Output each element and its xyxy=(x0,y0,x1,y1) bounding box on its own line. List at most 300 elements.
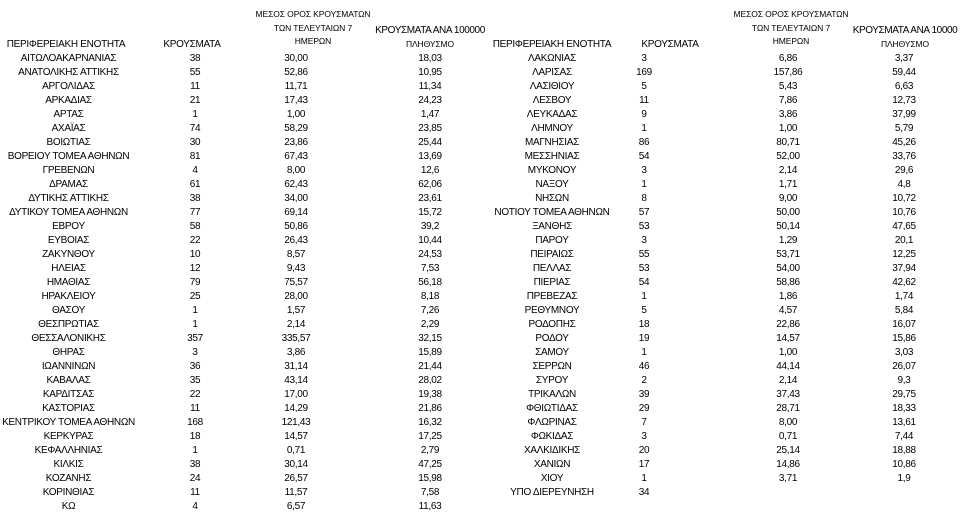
cases-cell: 38 xyxy=(189,53,201,64)
region-cell: ΣΥΡΟΥ xyxy=(535,375,569,386)
cases-cell: 1 xyxy=(641,123,647,134)
table-row xyxy=(480,192,960,206)
per-capita-cell: 32,15 xyxy=(418,333,442,344)
per-capita-cell: 17,25 xyxy=(418,431,442,442)
region-cell: ΦΛΩΡΙΝΑΣ xyxy=(527,417,577,428)
table-row xyxy=(480,66,960,80)
per-capita-cell: 24,23 xyxy=(418,95,442,106)
table-row xyxy=(480,444,960,458)
mean-7d-cell: 6,86 xyxy=(778,53,798,64)
mean-7d-cell: 69,14 xyxy=(284,207,308,218)
table-row xyxy=(0,346,480,360)
mean-7d-cell: 11,71 xyxy=(284,81,308,92)
cases-cell: 30 xyxy=(189,137,201,148)
table-row xyxy=(480,164,960,178)
region-cell: ΚΑΡΔΙΤΣΑΣ xyxy=(42,389,95,400)
cases-cell: 1 xyxy=(192,109,198,120)
table-row xyxy=(480,402,960,416)
per-capita-cell: 1,47 xyxy=(420,109,440,120)
per-capita-cell: 7,58 xyxy=(420,487,440,498)
mean-7d-cell: 1,57 xyxy=(286,305,306,316)
table-row xyxy=(0,52,480,66)
mean-7d-cell: 121,43 xyxy=(281,417,311,428)
cases-cell: 55 xyxy=(638,249,650,260)
cases-cell: 79 xyxy=(189,277,201,288)
per-capita-cell: 10,72 xyxy=(892,193,916,204)
per-capita-cell: 9,3 xyxy=(897,375,911,386)
region-cell: ΡΕΘΥΜΝΟΥ xyxy=(524,305,580,316)
per-capita-cell: 1,74 xyxy=(894,291,914,302)
per-capita-cell: 12,73 xyxy=(892,95,916,106)
table-row xyxy=(480,234,960,248)
left-header-mean-7d-line1: ΜΕΣΟΣ ΟΡΟΣ ΚΡΟΥΣΜΑΤΩΝ xyxy=(255,9,371,19)
region-cell: ΥΠΟ ΔΙΕΡΕΥΝΗΣΗ xyxy=(510,487,594,498)
mean-7d-cell: 54,00 xyxy=(776,263,800,274)
region-cell: ΘΕΣΣΑΛΟΝΙΚΗΣ xyxy=(31,333,106,344)
table-row xyxy=(480,220,960,234)
per-capita-cell: 42,62 xyxy=(892,277,916,288)
mean-7d-cell: 1,86 xyxy=(778,291,798,302)
region-cell: ΝΑΞΟΥ xyxy=(535,179,569,190)
mean-7d-cell: 7,86 xyxy=(778,95,798,106)
table-row xyxy=(0,304,480,318)
per-capita-cell: 10,95 xyxy=(418,67,442,78)
cases-cell: 9 xyxy=(641,109,647,120)
per-capita-cell: 21,86 xyxy=(418,403,442,414)
table-row xyxy=(0,122,480,136)
region-cell: ΗΛΕΙΑΣ xyxy=(51,263,86,274)
region-cell: ΚΕΡΚΥΡΑΣ xyxy=(43,431,94,442)
region-cell: ΚΕΝΤΡΙΚΟΥ ΤΟΜΕΑ ΑΘΗΝΩΝ xyxy=(2,417,135,428)
mean-7d-cell: 335,57 xyxy=(281,333,311,344)
cases-cell: 1 xyxy=(192,319,198,330)
mean-7d-cell: 1,00 xyxy=(778,123,798,134)
per-capita-cell: 29,6 xyxy=(894,165,914,176)
region-cell: ΑΙΤΩΛΟΑΚΑΡΝΑΝΙΑΣ xyxy=(20,53,117,64)
cases-cell: 11 xyxy=(639,95,649,106)
region-cell: ΦΘΙΩΤΙΔΑΣ xyxy=(526,403,578,414)
mean-7d-cell: 26,57 xyxy=(284,473,308,484)
per-capita-cell: 23,85 xyxy=(418,123,442,134)
table-row xyxy=(480,108,960,122)
table-row xyxy=(480,52,960,66)
per-capita-cell: 59,44 xyxy=(892,67,916,78)
region-cell: ΛΑΚΩΝΙΑΣ xyxy=(528,53,576,64)
mean-7d-cell: 5,43 xyxy=(778,81,798,92)
cases-cell: 38 xyxy=(189,193,201,204)
cases-cell: 3 xyxy=(641,165,647,176)
region-cell: ΠΡΕΒΕΖΑΣ xyxy=(526,291,578,302)
mean-7d-cell: 3,71 xyxy=(778,473,798,484)
mean-7d-cell: 22,86 xyxy=(776,319,800,330)
right-header-mean-7d-line1: ΜΕΣΟΣ ΟΡΟΣ ΚΡΟΥΣΜΑΤΩΝ xyxy=(733,9,849,19)
region-cell: ΚΙΛΚΙΣ xyxy=(53,459,84,470)
table-row xyxy=(480,374,960,388)
cases-cell: 8 xyxy=(641,193,647,204)
table-row xyxy=(0,164,480,178)
table-row xyxy=(0,262,480,276)
cases-cell: 11 xyxy=(190,403,200,414)
cases-cell: 2 xyxy=(641,375,647,386)
region-cell: ΚΑΣΤΟΡΙΑΣ xyxy=(42,403,95,414)
mean-7d-cell: 28,00 xyxy=(284,291,308,302)
table-row xyxy=(0,374,480,388)
cases-cell: 55 xyxy=(189,67,201,78)
per-capita-cell: 19,38 xyxy=(418,389,442,400)
cases-cell: 21 xyxy=(189,95,201,106)
left-table-body xyxy=(0,52,480,514)
right-header-mean-7d-line3: ΗΜΕΡΩΝ xyxy=(772,36,810,46)
region-cell: ΧΑΛΚΙΔΙΚΗΣ xyxy=(524,445,580,456)
mean-7d-cell: 1,00 xyxy=(778,347,798,358)
per-capita-cell: 6,63 xyxy=(894,81,914,92)
region-cell: ΕΒΡΟΥ xyxy=(52,221,85,232)
cases-cell: 38 xyxy=(189,459,201,470)
cases-cell: 46 xyxy=(638,361,650,372)
region-cell: ΠΑΡΟΥ xyxy=(535,235,569,246)
right-header-mean-7d-line2: ΤΩΝ ΤΕΛΕΥΤΑΙΩΝ 7 xyxy=(751,22,831,33)
table-row xyxy=(0,430,480,444)
mean-7d-cell: 9,00 xyxy=(778,193,798,204)
table-row xyxy=(0,248,480,262)
region-cell: ΝΗΣΩΝ xyxy=(535,193,569,204)
cases-cell: 1 xyxy=(641,347,647,358)
mean-7d-cell: 6,57 xyxy=(286,501,306,512)
region-cell: ΝΟΤΙΟΥ ΤΟΜΕΑ ΑΘΗΝΩΝ xyxy=(494,207,610,218)
mean-7d-cell: 8,00 xyxy=(286,165,306,176)
per-capita-cell: 15,72 xyxy=(418,207,442,218)
table-row xyxy=(0,108,480,122)
region-cell: ΘΗΡΑΣ xyxy=(52,347,85,358)
table-row xyxy=(0,388,480,402)
table-row xyxy=(480,458,960,472)
per-capita-cell: 24,53 xyxy=(418,249,442,260)
table-row xyxy=(480,486,960,500)
right-header-mean-7d xyxy=(732,8,850,49)
table-row xyxy=(0,500,480,514)
region-cell: ΧΙΟΥ xyxy=(540,473,564,484)
per-capita-cell: 39,2 xyxy=(420,221,440,232)
per-capita-cell: 5,84 xyxy=(894,305,914,316)
mean-7d-cell: 4,57 xyxy=(778,305,798,316)
table-row xyxy=(480,430,960,444)
per-capita-cell: 10,44 xyxy=(418,235,442,246)
region-cell: ΡΟΔΟΠΗΣ xyxy=(528,319,576,330)
cases-cell: 1 xyxy=(192,305,198,316)
region-cell: ΛΕΥΚΑΔΑΣ xyxy=(526,109,578,120)
region-cell: ΜΕΣΣΗΝΙΑΣ xyxy=(524,151,580,162)
per-capita-cell: 10,86 xyxy=(892,459,916,470)
left-header-cases: ΚΡΟΥΣΜΑΤΑ xyxy=(163,39,221,50)
table-row xyxy=(480,318,960,332)
per-capita-cell: 11,34 xyxy=(418,81,442,92)
mean-7d-cell: 14,57 xyxy=(284,431,308,442)
per-capita-cell: 28,02 xyxy=(418,375,442,386)
region-cell: ΕΥΒΟΙΑΣ xyxy=(47,235,90,246)
mean-7d-cell: 80,71 xyxy=(776,137,800,148)
table-row xyxy=(0,220,480,234)
table-row xyxy=(480,332,960,346)
cases-cell: 24 xyxy=(189,473,201,484)
region-cell: ΛΑΡΙΣΑΣ xyxy=(532,67,572,78)
cases-cell: 12 xyxy=(189,263,201,274)
right-header-per-capita xyxy=(850,24,960,51)
mean-7d-cell: 25,14 xyxy=(776,445,800,456)
cases-cell: 17 xyxy=(638,459,650,470)
per-capita-cell: 26,07 xyxy=(892,361,916,372)
table-row xyxy=(480,80,960,94)
region-cell: ΠΕΙΡΑΙΩΣ xyxy=(530,249,574,260)
cases-cell: 25 xyxy=(189,291,201,302)
mean-7d-cell: 3,86 xyxy=(778,109,798,120)
cases-cell: 169 xyxy=(636,67,652,78)
table-row xyxy=(480,122,960,136)
cases-cell: 58 xyxy=(189,221,201,232)
per-capita-cell: 56,18 xyxy=(418,277,442,288)
table-row xyxy=(0,472,480,486)
region-cell: ΧΑΝΙΩΝ xyxy=(533,459,571,470)
mean-7d-cell: 0,71 xyxy=(286,445,306,456)
per-capita-cell: 18,88 xyxy=(892,445,916,456)
cases-cell: 19 xyxy=(638,333,650,344)
table-row xyxy=(0,276,480,290)
per-capita-cell: 37,99 xyxy=(892,109,916,120)
region-cell: ΑΝΑΤΟΛΙΚΗΣ ΑΤΤΙΚΗΣ xyxy=(18,67,119,78)
cases-cell: 57 xyxy=(638,207,650,218)
region-cell: ΛΑΣΙΘΙΟΥ xyxy=(529,81,575,92)
table-row xyxy=(0,416,480,430)
mean-7d-cell: 52,86 xyxy=(284,67,308,78)
mean-7d-cell: 37,43 xyxy=(776,389,800,400)
left-header-mean-7d-line3: ΗΜΕΡΩΝ xyxy=(294,36,332,46)
per-capita-cell: 13,69 xyxy=(418,151,442,162)
region-cell: ΑΡΚΑΔΙΑΣ xyxy=(45,95,92,106)
cases-cell: 11 xyxy=(190,487,200,498)
mean-7d-cell: 157,86 xyxy=(773,67,803,78)
region-cell: ΒΟΙΩΤΙΑΣ xyxy=(46,137,91,148)
cases-cell: 1 xyxy=(192,445,198,456)
table-row xyxy=(0,458,480,472)
left-header-mean-7d-line2: ΤΩΝ ΤΕΛΕΥΤΑΙΩΝ 7 xyxy=(273,22,353,33)
region-cell: ΚΑΒΑΛΑΣ xyxy=(46,375,91,386)
per-capita-cell: 2,29 xyxy=(420,319,440,330)
mean-7d-cell: 14,57 xyxy=(776,333,800,344)
region-cell: ΚΟΖΑΝΗΣ xyxy=(45,473,92,484)
per-capita-cell: 10,76 xyxy=(892,207,916,218)
cases-cell: 54 xyxy=(638,277,650,288)
per-capita-cell: 18,33 xyxy=(892,403,916,414)
cases-cell: 22 xyxy=(189,235,201,246)
cases-cell: 53 xyxy=(638,263,650,274)
region-cell: ΑΡΓΟΛΙΔΑΣ xyxy=(42,81,95,92)
cases-cell: 10 xyxy=(189,249,201,260)
table-row xyxy=(0,192,480,206)
mean-7d-cell: 3,86 xyxy=(286,347,306,358)
per-capita-cell: 47,65 xyxy=(892,221,916,232)
table-row xyxy=(480,94,960,108)
region-cell: ΑΧΑΪΑΣ xyxy=(51,123,86,134)
mean-7d-cell: 58,29 xyxy=(284,123,308,134)
per-capita-cell: 16,07 xyxy=(892,319,916,330)
left-header-mean-7d xyxy=(254,8,372,49)
per-capita-cell: 5,79 xyxy=(894,123,914,134)
right-header-per-capita-line2: ΠΛΗΘΥΣΜΟ xyxy=(880,39,930,49)
table-row xyxy=(0,234,480,248)
cases-cell: 357 xyxy=(187,333,203,344)
mean-7d-cell: 50,14 xyxy=(776,221,800,232)
mean-7d-cell: 11,57 xyxy=(284,487,308,498)
cases-cell: 35 xyxy=(189,375,201,386)
per-capita-cell: 29,75 xyxy=(892,389,916,400)
table-row xyxy=(0,80,480,94)
cases-cell: 3 xyxy=(641,431,647,442)
cases-cell: 86 xyxy=(638,137,650,148)
region-cell: ΣΕΡΡΩΝ xyxy=(532,361,572,372)
cases-cell: 39 xyxy=(638,389,650,400)
mean-7d-cell: 43,14 xyxy=(284,375,308,386)
per-capita-cell: 7,53 xyxy=(420,263,440,274)
per-capita-cell: 12,25 xyxy=(892,249,916,260)
cases-cell: 168 xyxy=(187,417,203,428)
region-cell: ΘΑΣΟΥ xyxy=(51,305,86,316)
region-cell: ΚΕΦΑΛΛΗΝΙΑΣ xyxy=(34,445,103,456)
per-capita-cell: 8,18 xyxy=(420,291,440,302)
per-capita-cell: 23,61 xyxy=(418,193,442,204)
table-row xyxy=(0,206,480,220)
mean-7d-cell: 53,71 xyxy=(776,249,800,260)
per-capita-cell: 37,94 xyxy=(892,263,916,274)
right-table-body xyxy=(480,52,960,500)
cases-cell: 11 xyxy=(190,81,200,92)
per-capita-cell: 15,86 xyxy=(892,333,916,344)
mean-7d-cell: 28,71 xyxy=(776,403,800,414)
right-header-region: ΠΕΡΙΦΕΡΕΙΑΚΗ ΕΝΟΤΗΤΑ xyxy=(492,39,612,50)
mean-7d-cell: 50,00 xyxy=(776,207,800,218)
table-row xyxy=(0,318,480,332)
mean-7d-cell: 23,86 xyxy=(284,137,308,148)
cases-cell: 1 xyxy=(641,473,647,484)
cases-cell: 5 xyxy=(641,305,647,316)
per-capita-cell: 15,98 xyxy=(418,473,442,484)
per-capita-cell: 7,26 xyxy=(420,305,440,316)
per-capita-cell: 16,32 xyxy=(418,417,442,428)
mean-7d-cell: 14,29 xyxy=(284,403,308,414)
region-cell: ΜΥΚΟΝΟΥ xyxy=(527,165,577,176)
cases-cell: 3 xyxy=(192,347,198,358)
mean-7d-cell: 1,00 xyxy=(286,109,306,120)
left-header-region: ΠΕΡΙΦΕΡΕΙΑΚΗ ΕΝΟΤΗΤΑ xyxy=(6,39,126,50)
cases-cell: 36 xyxy=(189,361,201,372)
per-capita-cell: 1,9 xyxy=(897,473,911,484)
region-cell: ΞΑΝΘΗΣ xyxy=(532,221,572,232)
table-row xyxy=(480,360,960,374)
cases-cell: 3 xyxy=(641,53,647,64)
table-row xyxy=(480,304,960,318)
region-cell: ΘΕΣΠΡΩΤΙΑΣ xyxy=(38,319,99,330)
mean-7d-cell: 34,00 xyxy=(284,193,308,204)
mean-7d-cell: 26,43 xyxy=(284,235,308,246)
cases-cell: 18 xyxy=(189,431,201,442)
mean-7d-cell: 14,86 xyxy=(776,459,800,470)
per-capita-cell: 7,44 xyxy=(894,431,914,442)
region-cell: ΔΡΑΜΑΣ xyxy=(49,179,88,190)
table-row xyxy=(0,486,480,500)
per-capita-cell: 11,63 xyxy=(418,501,442,512)
table-row xyxy=(480,150,960,164)
region-cell: ΛΗΜΝΟΥ xyxy=(531,123,573,134)
left-header-per-capita-line1: ΚΡΟΥΣΜΑΤΑ ΑΝΑ 100000 xyxy=(375,25,485,36)
region-cell: ΔΥΤΙΚΟΥ ΤΟΜΕΑ ΑΘΗΝΩΝ xyxy=(9,207,128,218)
cases-cell: 61 xyxy=(189,179,201,190)
region-cell: ΚΩ xyxy=(61,501,76,512)
region-cell: ΖΑΚΥΝΘΟΥ xyxy=(42,249,95,260)
mean-7d-cell: 8,00 xyxy=(778,417,798,428)
table-row xyxy=(480,416,960,430)
mean-7d-cell: 31,14 xyxy=(284,361,308,372)
mean-7d-cell: 58,86 xyxy=(776,277,800,288)
left-header-per-capita xyxy=(372,24,488,51)
region-cell: ΚΟΡΙΝΘΙΑΣ xyxy=(42,487,95,498)
region-cell: ΗΜΑΘΙΑΣ xyxy=(46,277,91,288)
region-cell: ΑΡΤΑΣ xyxy=(53,109,84,120)
cases-cell: 81 xyxy=(189,151,201,162)
cases-cell: 54 xyxy=(638,151,650,162)
table-row xyxy=(480,346,960,360)
region-cell: ΠΕΛΛΑΣ xyxy=(532,263,572,274)
table-row xyxy=(0,136,480,150)
region-cell: ΣΑΜΟΥ xyxy=(535,347,569,358)
region-cell: ΒΟΡΕΙΟΥ ΤΟΜΕΑ ΑΘΗΝΩΝ xyxy=(7,151,130,162)
cases-cell: 20 xyxy=(638,445,650,456)
cases-cell: 22 xyxy=(189,389,201,400)
region-cell: ΜΑΓΝΗΣΙΑΣ xyxy=(524,137,580,148)
per-capita-cell: 15,89 xyxy=(418,347,442,358)
per-capita-cell: 25,44 xyxy=(418,137,442,148)
cases-cell: 74 xyxy=(189,123,201,134)
per-capita-cell: 4,8 xyxy=(897,179,911,190)
table-row xyxy=(480,248,960,262)
mean-7d-cell: 30,14 xyxy=(284,459,308,470)
table-row xyxy=(480,388,960,402)
region-cell: ΠΙΕΡΙΑΣ xyxy=(533,277,571,288)
mean-7d-cell: 8,57 xyxy=(286,249,306,260)
per-capita-cell: 3,37 xyxy=(894,53,914,64)
mean-7d-cell: 62,43 xyxy=(284,179,308,190)
table-row xyxy=(480,206,960,220)
per-capita-cell: 47,25 xyxy=(418,459,442,470)
table-row xyxy=(0,444,480,458)
mean-7d-cell: 1,29 xyxy=(778,235,798,246)
cases-cell: 4 xyxy=(192,501,198,512)
mean-7d-cell: 30,00 xyxy=(284,53,308,64)
cases-cell: 29 xyxy=(638,403,650,414)
per-capita-cell: 20,1 xyxy=(894,235,914,246)
per-capita-cell: 12,6 xyxy=(420,165,440,176)
per-capita-cell: 62,06 xyxy=(418,179,442,190)
region-cell: ΤΡΙΚΑΛΩΝ xyxy=(528,389,576,400)
mean-7d-cell: 17,43 xyxy=(284,95,308,106)
region-cell: ΦΩΚΙΔΑΣ xyxy=(530,431,574,442)
table-row xyxy=(480,136,960,150)
table-row xyxy=(0,290,480,304)
per-capita-cell: 2,79 xyxy=(420,445,440,456)
mean-7d-cell: 17,00 xyxy=(284,389,308,400)
cases-cell: 1 xyxy=(641,291,647,302)
left-header-per-capita-line2: ΠΛΗΘΥΣΜΟ xyxy=(405,39,455,49)
mean-7d-cell: 9,43 xyxy=(286,263,306,274)
table-row xyxy=(0,94,480,108)
per-capita-cell: 13,61 xyxy=(892,417,916,428)
